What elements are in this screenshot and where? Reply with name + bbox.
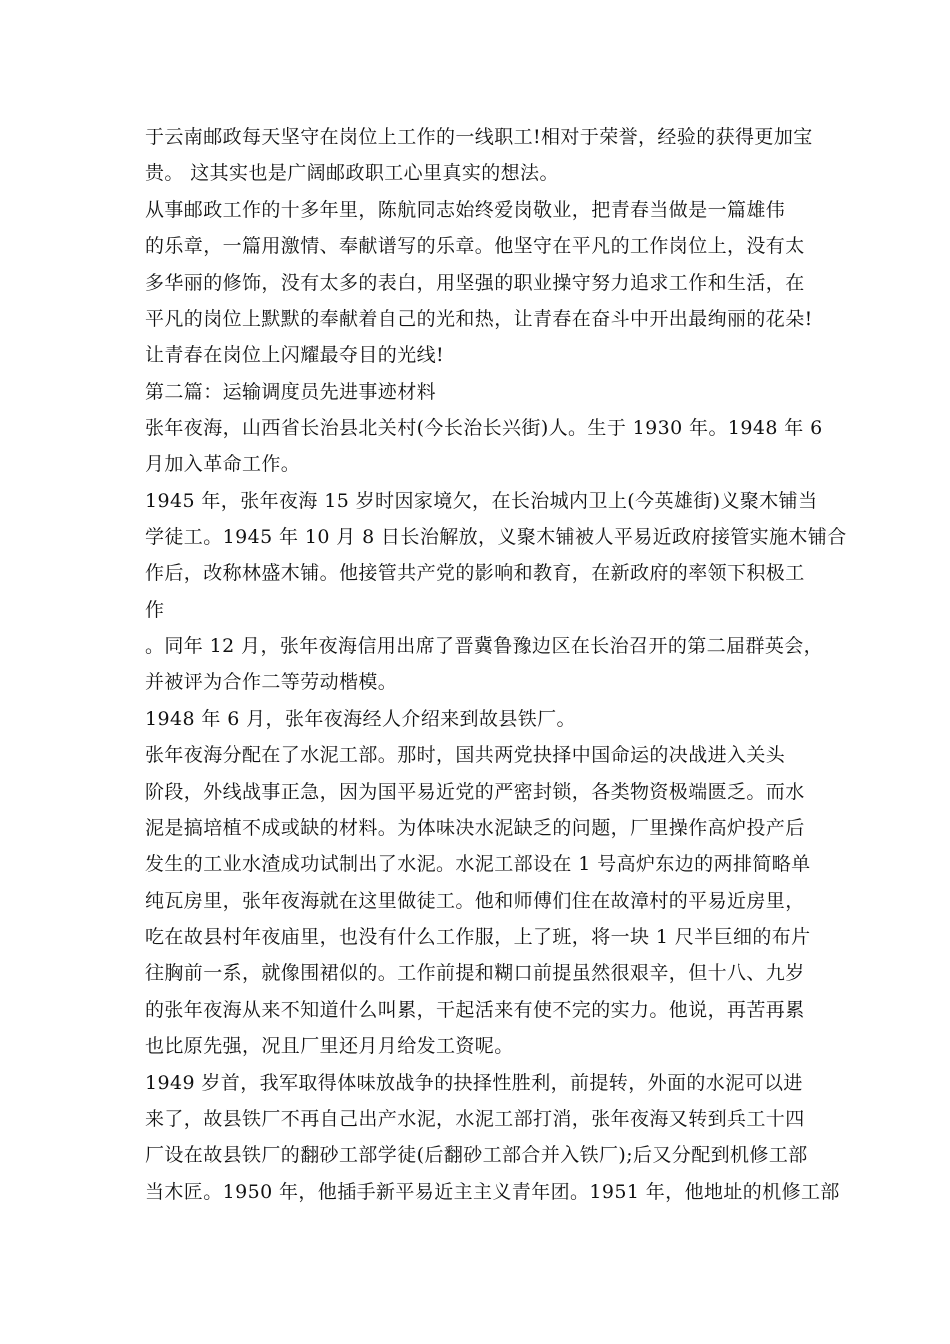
text-line: 1948 年 6 月，张年夜海经人介绍来到故县铁厂。 xyxy=(145,708,576,730)
text-line: 多华丽的修饰，没有太多的表白，用坚强的职业操守努力追求工作和生活，在 xyxy=(145,272,805,294)
section-heading: 第二篇：运输调度员先进事迹材料 xyxy=(145,381,437,403)
text-line: 从事邮政工作的十多年里，陈航同志始终爱岗敬业，把青春当做是一篇雄伟 xyxy=(145,199,786,221)
text-line: 的张年夜海从来不知道什么叫累，干起活来有使不完的实力。他说，再苦再累 xyxy=(145,999,805,1021)
text-line: 张年夜海，山西省长治县北关村(今长治长兴街)人。生于 1930 年。1948 年 6 xyxy=(145,417,823,439)
text-line: 平凡的岗位上默默的奉献着自己的光和热，让青春在奋斗中开出最绚丽的花朵! xyxy=(145,308,813,330)
text-line: 张年夜海分配在了水泥工部。那时，国共两党抉择中国命运的决战进入关头 xyxy=(145,744,786,766)
text-line: 作后，改称林盛木铺。他接管共产党的影响和教育，在新政府的率领下积极工 xyxy=(145,562,805,584)
text-line: 1949 岁首，我军取得体味放战争的抉择性胜利，前提转，外面的水泥可以进 xyxy=(145,1072,803,1094)
text-line: 发生的工业水渣成功试制出了水泥。水泥工部设在 1 号高炉东边的两排简略单 xyxy=(145,853,811,875)
text-line: 让青春在岗位上闪耀最夺目的光线! xyxy=(145,344,445,366)
text-line: 于云南邮政每天坚守在岗位上工作的一线职工!相对于荣誉，经验的获得更加宝 xyxy=(145,126,813,148)
text-line: 吃在故县村年夜庙里，也没有什么工作服，上了班，将一块 1 尺半巨细的布片 xyxy=(145,926,811,948)
text-line: 学徒工。1945 年 10 月 8 日长治解放，义聚木铺被人平易近政府接管实施木铺合 xyxy=(145,526,847,548)
text-line: 厂设在故县铁厂的翻砂工部学徒(后翻砂工部合并入铁厂);后又分配到机修工部 xyxy=(145,1144,808,1166)
text-line: 纯瓦房里，张年夜海就在这里做徒工。他和师傅们住在故漳村的平易近房里， xyxy=(145,890,805,912)
text-line: 并被评为合作二等劳动楷模。 xyxy=(145,671,398,693)
text-line: 来了，故县铁厂不再自己出产水泥，水泥工部打消，张年夜海又转到兵工十四 xyxy=(145,1108,805,1130)
text-line: 作 xyxy=(145,599,165,621)
text-line: 阶段，外线战事正急，因为国平易近党的严密封锁，各类物资极端匮乏。而水 xyxy=(145,781,805,803)
text-line: 1945 年，张年夜海 15 岁时因家境欠，在长治城内卫上(今英雄街)义聚木铺当 xyxy=(145,490,818,512)
text-line: 往胸前一系，就像围裙似的。工作前提和糊口前提虽然很艰辛，但十八、九岁 xyxy=(145,962,805,984)
text-line: 泥是搞培植不成或缺的材料。为体味决水泥缺乏的问题，厂里操作高炉投产后 xyxy=(145,817,805,839)
text-line: 当木匠。1950 年，他插手新平易近主主义青年团。1951 年，他地址的机修工部 xyxy=(145,1181,840,1203)
text-line: 也比原先强，况且厂里还月月给发工资呢。 xyxy=(145,1035,514,1057)
text-line: 的乐章，一篇用激情、奉献谱写的乐章。他坚守在平凡的工作岗位上，没有太 xyxy=(145,235,805,257)
text-line: 月加入革命工作。 xyxy=(145,453,301,475)
text-line: 贵。 这其实也是广阔邮政职工心里真实的想法。 xyxy=(145,162,559,184)
text-line: 。同年 12 月，张年夜海信用出席了晋冀鲁豫边区在长治召开的第二届群英会， xyxy=(145,635,824,657)
